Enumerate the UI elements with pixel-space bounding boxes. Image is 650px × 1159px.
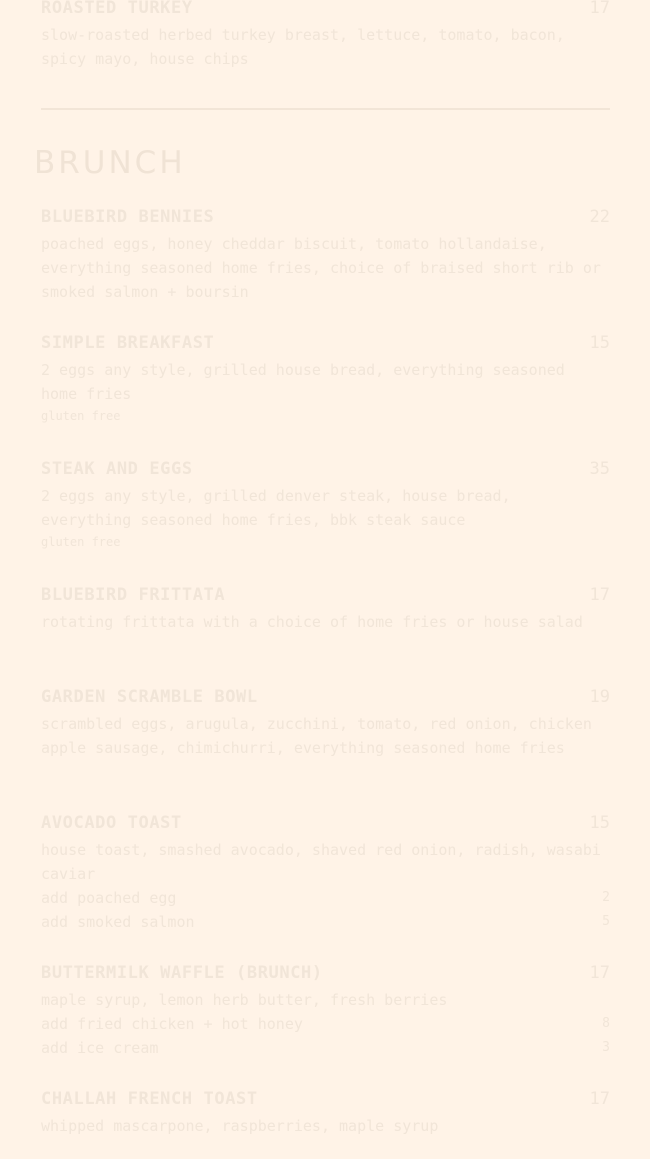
addon-price: 8 (602, 1016, 610, 1031)
menu-item-name: AVOCADO TOAST (41, 813, 182, 833)
menu-item-description: scrambled eggs, arugula, zucchini, tomato, red onion, chicken apple sausage, chimichurri, everything seasoned home fries (41, 715, 592, 757)
addon-row (41, 886, 610, 910)
addon-label: add poached egg (41, 889, 177, 907)
menu-item (41, 584, 610, 634)
menu-item-description: poached eggs, honey cheddar biscuit, tomato hollandaise, everything seasoned home fries, choice of braised short rib or smoked salmon + boursin (41, 235, 601, 301)
menu-item-price: 17 (589, 1089, 610, 1109)
menu-item-name: CHALLAH FRENCH TOAST (41, 1089, 258, 1109)
menu-item-name: BLUEBIRD BENNIES (41, 207, 215, 227)
addon-row (41, 910, 610, 934)
dietary-note: gluten free (41, 535, 121, 549)
menu-item-header (41, 686, 610, 708)
menu-item-description: 2 eggs any style, grilled house bread, everything seasoned home fries (41, 361, 565, 403)
menu-item-header (41, 812, 610, 834)
addon-label: add ice cream (41, 1039, 159, 1057)
menu-item (41, 962, 610, 1060)
addon-label: add smoked salmon (41, 913, 195, 931)
menu-item (41, 1088, 610, 1138)
menu-item-price: 15 (589, 813, 610, 833)
menu-item-header (41, 962, 610, 984)
menu-item (41, 332, 610, 424)
menu-item-description: slow-roasted herbed turkey breast, lettuce, tomato, bacon, spicy mayo, house chips (41, 26, 565, 68)
menu-item (41, 206, 610, 304)
menu-item-description: whipped mascarpone, raspberries, maple syrup (41, 1117, 439, 1135)
addon-label: add fried chicken + hot honey (41, 1015, 303, 1033)
menu-item-header (41, 332, 610, 354)
menu-item-description: rotating frittata with a choice of home fries or house salad (41, 613, 583, 631)
menu-item-description: 2 eggs any style, grilled denver steak, house bread, everything seasoned home fries, bbk steak sauce (41, 487, 511, 529)
dietary-note: gluten free (41, 409, 121, 423)
menu-item-price: 17 (589, 963, 610, 983)
menu-item-header (41, 206, 610, 228)
menu-item-price: 22 (589, 207, 610, 227)
menu-item-name: BUTTERMILK WAFFLE (BRUNCH) (41, 963, 323, 983)
section-title: BRUNCH (34, 145, 186, 181)
menu-item-name: GARDEN SCRAMBLE BOWL (41, 687, 258, 707)
menu-item-header (41, 584, 610, 606)
menu-item-name: ROASTED TURKEY (41, 0, 193, 18)
menu-item-price: 19 (589, 687, 610, 707)
menu-item (41, 0, 610, 71)
menu-item-name: BLUEBIRD FRITTATA (41, 585, 226, 605)
addon-price: 2 (602, 890, 610, 905)
addon-row (41, 1036, 610, 1060)
menu-item-price: 15 (589, 333, 610, 353)
addon-price: 5 (602, 914, 610, 929)
menu-item-description: house toast, smashed avocado, shaved red onion, radish, wasabi caviar (41, 841, 601, 883)
menu-item (41, 686, 610, 760)
menu-item-name: STEAK AND EGGS (41, 459, 193, 479)
menu-item-price: 35 (589, 459, 610, 479)
menu-item-header (41, 1088, 610, 1110)
menu-item (41, 812, 610, 934)
section-divider (41, 108, 610, 110)
addon-price: 3 (602, 1040, 610, 1055)
menu-item-header (41, 458, 610, 480)
menu-item-name: SIMPLE BREAKFAST (41, 333, 215, 353)
menu-item-price: 17 (589, 585, 610, 605)
menu-item-header (41, 0, 610, 19)
menu-item-price: 17 (589, 0, 610, 18)
addon-row (41, 1012, 610, 1036)
menu-item-description: maple syrup, lemon herb butter, fresh berries (41, 991, 448, 1009)
menu-item (41, 458, 610, 550)
